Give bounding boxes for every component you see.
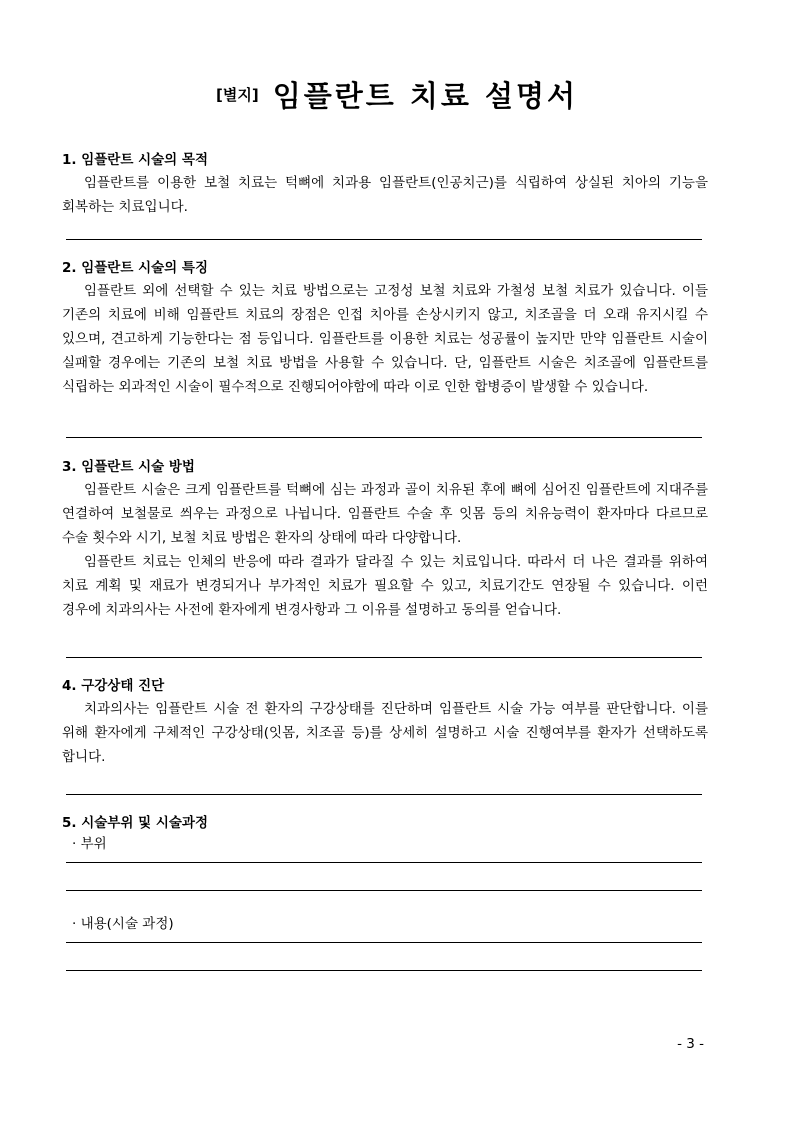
section-heading: 4. 구강상태 진단	[62, 678, 165, 694]
title-main: 임플란트 치료 설명서	[272, 79, 579, 113]
section-heading: 5. 시술부위 및 시술과정	[62, 815, 208, 831]
field-label-site: · 부위	[72, 836, 107, 852]
page-number: - 3 -	[677, 1036, 704, 1052]
title-tag: [별지]	[215, 86, 259, 104]
divider	[66, 657, 702, 658]
section-heading: 3. 임플란트 시술 방법	[62, 459, 195, 475]
divider	[66, 239, 702, 240]
section-paragraph: 임플란트 치료는 인체의 반응에 따라 결과가 달라질 수 있는 치료입니다. 따라서 더 나은 결과를 위하여 치료 계획 및 재료가 변경되거나 부가적인 치료가 필요할 수 있고, 치료기간도 연장될 수 있습니다. 이런 경우에 치과의사는 사전에 환자에게 변경사항과 그 이유를 설명하고 동의를 얻습니다.	[62, 554, 708, 618]
field-line-site[interactable]	[66, 862, 702, 863]
section-paragraph: 임플란트를 이용한 보철 치료는 턱뼈에 치과용 임플란트(인공치근)를 식립하여 상실된 치아의 기능을 회복하는 치료입니다.	[62, 175, 708, 215]
section-method	[62, 456, 708, 622]
section-heading: 2. 임플란트 시술의 특징	[62, 260, 208, 276]
divider	[66, 794, 702, 795]
field-line-site[interactable]	[66, 890, 702, 891]
field-line-content[interactable]	[66, 970, 702, 971]
section-heading: 1. 임플란트 시술의 목적	[62, 152, 208, 168]
section-purpose	[62, 149, 708, 219]
section-paragraph: 임플란트 시술은 크게 임플란트를 턱뼈에 심는 과정과 골이 치유된 후에 뼈에 심어진 임플란트에 지대주를 연결하여 보철물로 씌우는 과정으로 나뉩니다. 임플란트 수술 후 잇몸 등의 치유능력이 환자마다 다르므로 수술 횟수와 시기, 보철 치료 방법은 환자의 상태에 따라 다양합니다.	[62, 482, 708, 546]
divider	[66, 437, 702, 438]
section-features	[62, 257, 708, 399]
field-line-content[interactable]	[66, 942, 702, 943]
document-title	[0, 74, 794, 115]
section-paragraph: 치과의사는 임플란트 시술 전 환자의 구강상태를 진단하며 임플란트 시술 가능 여부를 판단합니다. 이를 위해 환자에게 구체적인 구강상태(잇몸, 치조골 등)를 상세히 설명하고 시술 진행여부를 환자가 선택하도록 합니다.	[62, 701, 708, 765]
field-label-content: · 내용(시술 과정)	[72, 916, 174, 932]
section-procedure	[62, 812, 708, 834]
section-paragraph: 임플란트 외에 선택할 수 있는 치료 방법으로는 고정성 보철 치료와 가철성 보철 치료가 있습니다. 이들 기존의 치료에 비해 임플란트 치료의 장점은 인접 치아를 손상시키지 않고, 치조골을 더 오래 유지시킬 수 있으며, 견고하게 기능한다는 점 등입니다. 임플란트를 이용한 치료는 성공률이 높지만 만약 임플란트 시술이 실패할 경우에는 기존의 보철 치료 방법을 사용할 수 있습니다. 단, 임플란트 시술은 치조골에 임플란트를 식립하는 외과적인 시술이 필수적으로 진행되어야함에 따라 이로 인한 합병증이 발생할 수 있습니다.	[62, 283, 708, 395]
section-diagnosis	[62, 675, 708, 769]
